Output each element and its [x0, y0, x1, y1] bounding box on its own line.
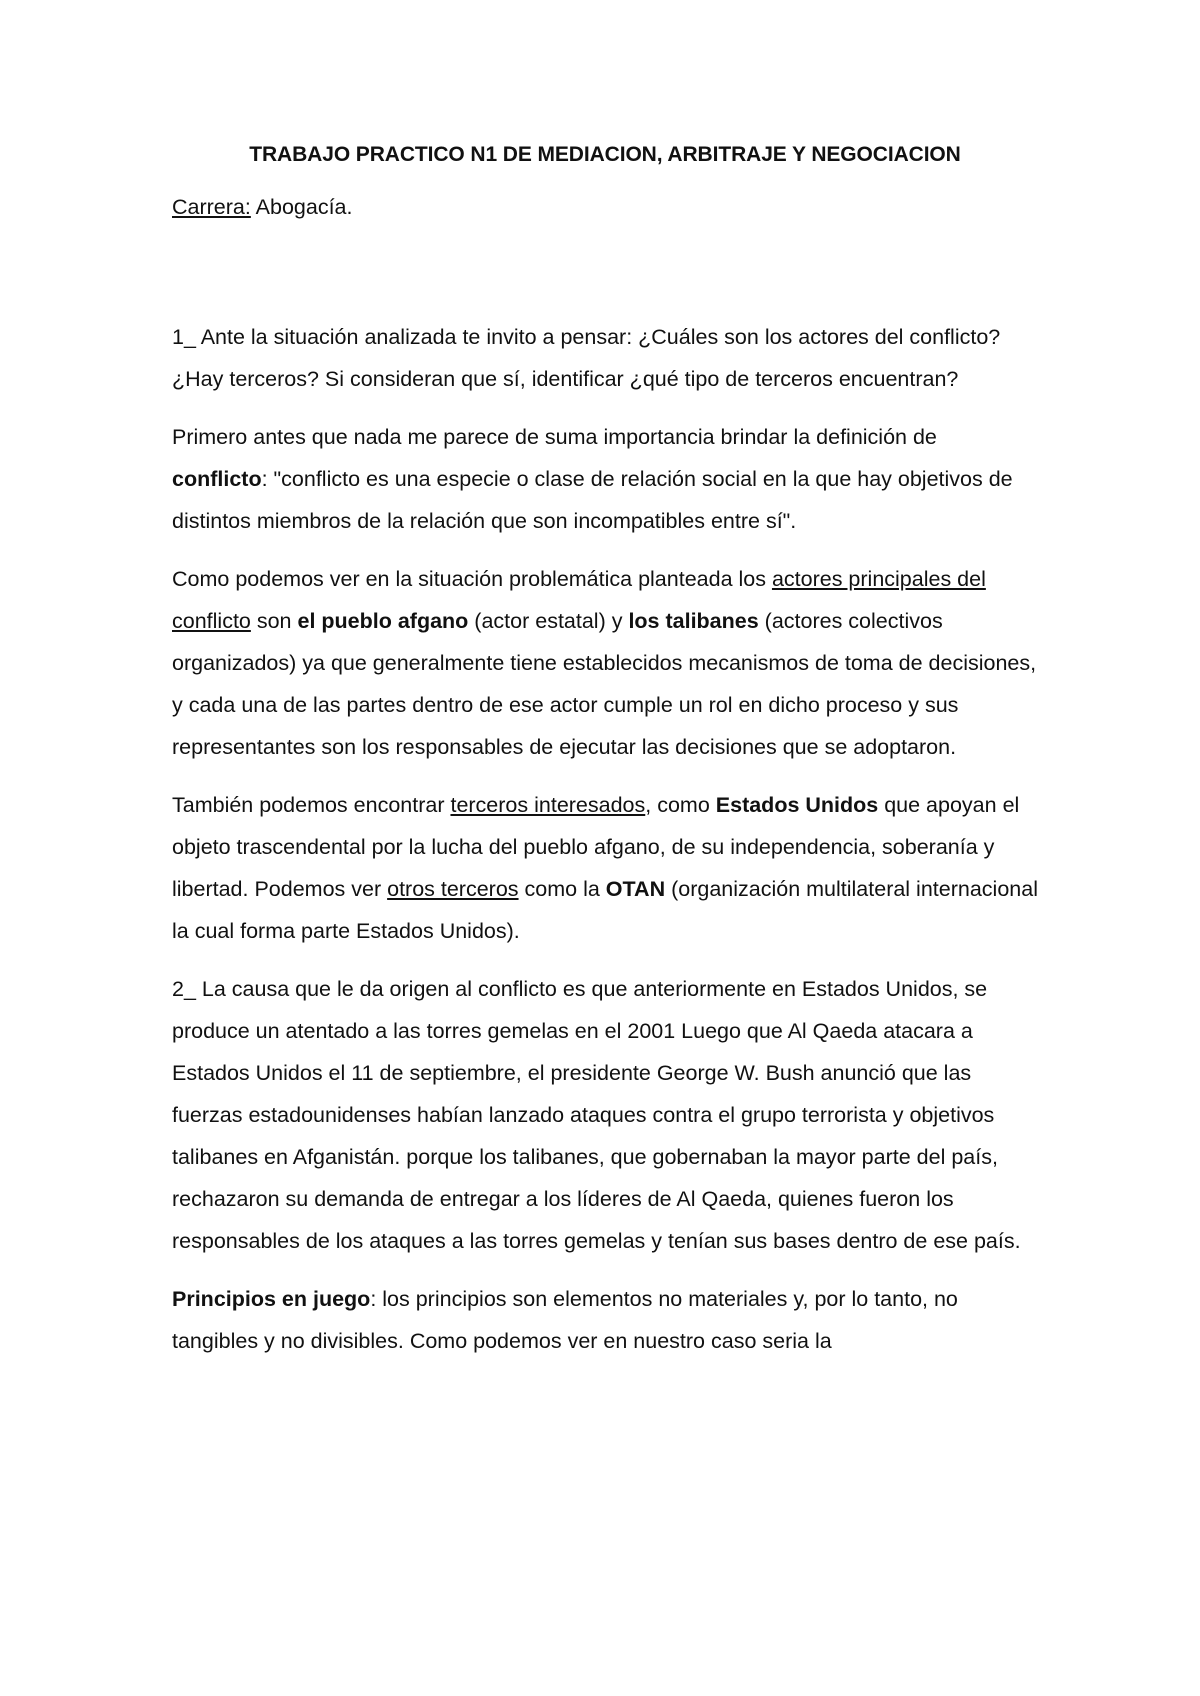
text-run: : "conflicto es una especie o clase de relación social en la que hay objetivos de distintos miembros de la relación que son incompatibles entre sí".: [172, 467, 1013, 533]
underlined-actores-principales: actores principales del conflicto: [172, 567, 986, 633]
spacer: [172, 244, 1038, 316]
text-run: Primero antes que nada me parece de suma importancia brindar la definición de: [172, 425, 937, 449]
bold-estados-unidos: Estados Unidos: [715, 793, 879, 817]
text-run: (organización multilateral internacional la cual forma parte Estados Unidos).: [172, 877, 1038, 943]
carrera-value: Abogacía.: [250, 195, 353, 219]
text-run: como la: [518, 877, 606, 901]
conflict-definition-paragraph: [172, 416, 1038, 542]
text-run: (actor estatal) y: [468, 609, 629, 633]
document-title: TRABAJO PRACTICO N1 DE MEDIACION, ARBITRAJE Y NEGOCIACION: [249, 143, 961, 166]
principles-paragraph: [172, 1278, 1038, 1362]
bold-principios-en-juego: Principios en juego: [172, 1287, 371, 1311]
text-run: Como podemos ver en la situación problemática planteada los: [172, 567, 772, 591]
third-parties-paragraph: [172, 784, 1038, 952]
question-2-paragraph: 2_ La causa que le da origen al conflicto es que anteriormente en Estados Unidos, se produce un atentado a las torres gemelas en el 2001 Luego que Al Qaeda atacara a Estados Unidos el 11 de septiembre, el presidente George W. Bush anunció que las fuerzas estadounidenses habían lanzado ataques contra el grupo terrorista y objetivos talibanes en Afganistán. porque los talibanes, que gobernaban la mayor parte del país, rechazaron su demanda de entregar a los líderes de Al Qaeda, quienes fueron los responsables de los ataques a las torres gemelas y tenían sus bases dentro de ese país.: [172, 977, 1021, 1253]
underlined-terceros-interesados: terceros interesados: [450, 793, 646, 817]
text-run: que apoyan el objeto trascendental por la lucha del pueblo afgano, de su independencia, soberanía y libertad. Podemos ver: [172, 793, 1020, 901]
carrera-line: [172, 186, 1038, 228]
underlined-otros-terceros: otros terceros: [387, 877, 519, 901]
bold-term-conflicto: conflicto: [172, 467, 262, 491]
text-run: (actores colectivos organizados) ya que generalmente tiene establecidos mecanismos de toma de decisiones, y cada una de las partes dentro de ese actor cumple un rol en dicho proceso y sus representantes son los responsables de ejecutar las decisiones que se adoptaron.: [172, 609, 1037, 759]
carrera-label: Carrera:: [172, 195, 251, 219]
bold-pueblo-afgano: el pueblo afgano: [297, 609, 469, 633]
actors-paragraph: [172, 558, 1038, 768]
question-1-paragraph: 1_ Ante la situación analizada te invito a pensar: ¿Cuáles son los actores del conflicto? ¿Hay terceros? Si consideran que sí, identificar ¿qué tipo de terceros encuentran?: [172, 325, 1001, 391]
bold-otan: OTAN: [605, 877, 666, 901]
text-run: También podemos encontrar: [172, 793, 451, 817]
text-run: , como: [645, 793, 716, 817]
text-run: son: [250, 609, 298, 633]
text-run: : los principios son elementos no materiales y, por lo tanto, no tangibles y no divisibles. Como podemos ver en nuestro caso seria la: [172, 1287, 958, 1353]
bold-talibanes: los talibanes: [628, 609, 759, 633]
document-page: [172, 134, 1038, 1378]
